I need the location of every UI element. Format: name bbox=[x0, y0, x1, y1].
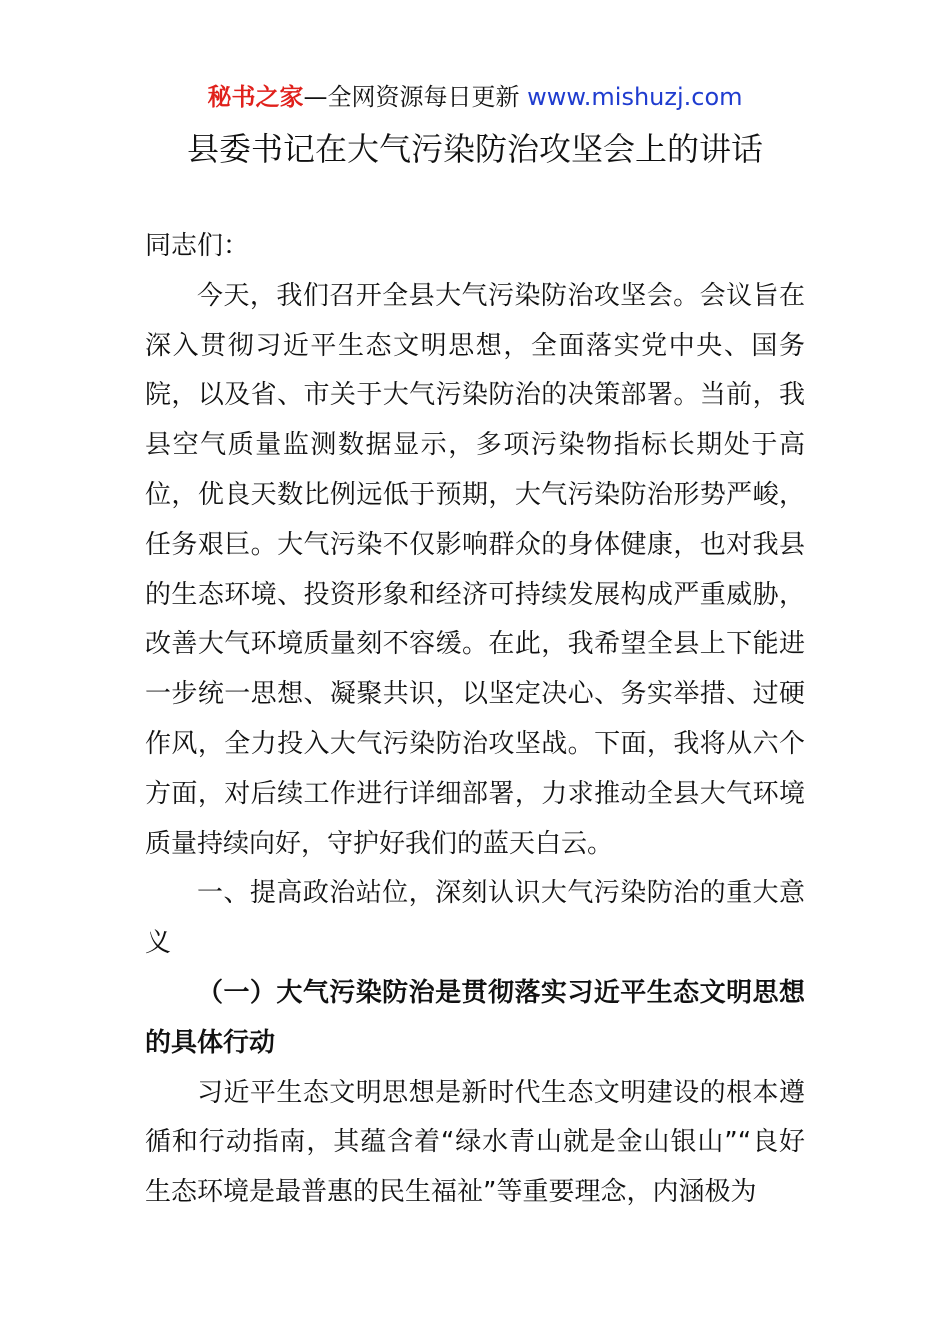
document-body bbox=[145, 222, 805, 1218]
salutation: 同志们： bbox=[145, 231, 250, 261]
intro-paragraph: 今天，我们召开全县大气污染防治攻坚会。会议旨在深入贯彻习近平生态文明思想，全面落实党中央、国务院，以及省、市关于大气污染防治的决策部署。当前，我县空气质量监测数据显示，多项污染物指标长期处于高位，优良天数比例远低于预期，大气污染防治形势严峻，任务艰巨。大气污染不仅影响群众的身体健康，也对我县的生态环境、投资形象和经济可持续发展构成严重威胁，改善大气环境质量刻不容缓。在此，我希望全县上下能进一步统一思想、凝聚共识，以坚定决心、务实举措、过硬作风，全力投入大气污染防治攻坚战。下面，我将从六个方面，对后续工作进行详细部署，力求推动全县大气环境质量持续向好，守护好我们的蓝天白云。 bbox=[145, 280, 805, 859]
body-paragraph: 习近平生态文明思想是新时代生态文明建设的根本遵循和行动指南，其蕴含着“绿水青山就是金山银山”“良好生态环境是最普惠的民生福祉”等重要理念，内涵极为 bbox=[145, 1077, 805, 1208]
site-name: 秘书之家 bbox=[207, 83, 304, 111]
site-banner bbox=[0, 80, 950, 114]
site-url-link[interactable]: www.mishuzj.com bbox=[527, 83, 743, 111]
site-tagline: —全网资源每日更新 bbox=[303, 83, 528, 111]
section-heading-1: 一、提高政治站位，深刻认识大气污染防治的重大意义 bbox=[145, 878, 805, 959]
document-title: 县委书记在大气污染防治攻坚会上的讲话 bbox=[186, 130, 763, 168]
subsection-heading-1: （一）大气污染防治是贯彻落实习近平生态文明思想的具体行动 bbox=[145, 977, 805, 1058]
